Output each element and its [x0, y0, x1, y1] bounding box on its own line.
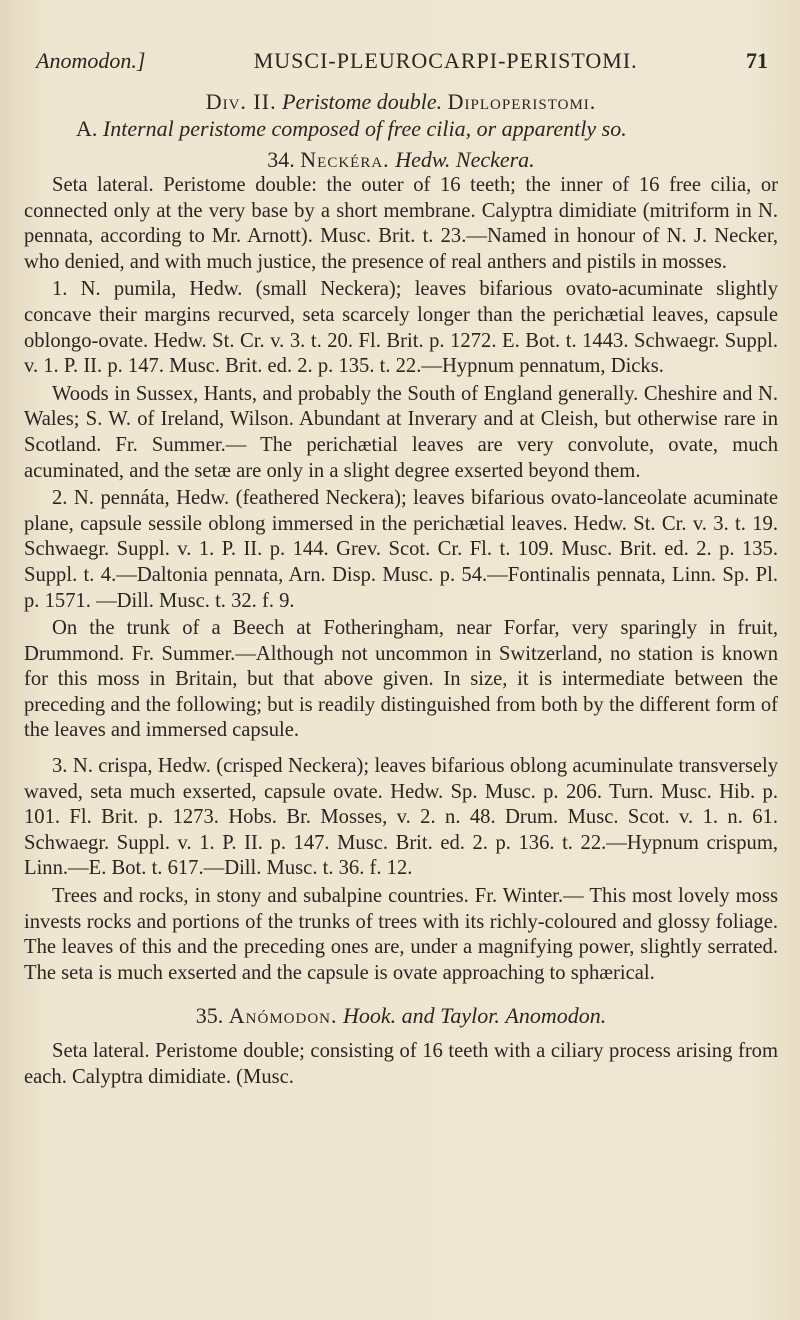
section-text: Internal peristome composed of free cilia, or apparently so.: [102, 116, 627, 141]
genus-35-common: Anomodon.: [505, 1003, 607, 1029]
page-number: 71: [746, 48, 768, 73]
species-2-habitat: On the trunk of a Beech at Fotheringham, near Forfar, very sparingly in fruit, Drummond. Fr. Summer.—Although not uncommon in Switzerland, no station is known for this moss in Britain, but that above given. In size, it is intermediate between the preceding and the following; but is readily distinguished from both by the different form of the leaves and immersed capsule.: [24, 617, 778, 742]
section-label: A.: [76, 116, 98, 141]
section-heading: [24, 115, 778, 142]
species-1-habitat: Woods in Sussex, Hants, and probably the South of England generally. Cheshire and N. Wales; S. W. of Ireland, Wilson. Abundant at Inverary and at Cleish, but otherwise rare in Scotland. Fr. Summer.— The perichætial leaves are very convolute, ovate, much acuminated, and the setæ are only in a slight degree exserted beyond them.: [24, 382, 778, 482]
species-2-description: 2. N. pennáta, Hedw. (feathered Neckera); leaves bifarious ovato-lanceolate acuminate plane, capsule sessile oblong immersed in the perichætial leaves. Hedw. St. Cr. v. 3. t. 19. Schwaegr. Suppl. v. 1. P. II. p. 144. Grev. Scot. Cr. Fl. t. 109. Musc. Brit. ed. 2. p. 135. Suppl. t. 4.—Daltonia pennata, Arn. Disp. Musc. p. 54.—Fontinalis pennata, Linn. Sp. Pl. p. 1571. —Dill. Musc. t. 32. f. 9.: [24, 487, 778, 612]
genus-34-heading: [24, 146, 778, 173]
division-latin: Diploperistomi.: [447, 89, 597, 114]
division-heading: [24, 88, 778, 115]
division-label: Div. II.: [205, 89, 277, 114]
species-1-description: 1. N. pumila, Hedw. (small Neckera); leaves bifarious ovato-acuminate slightly concave their margins recurved, seta scarcely longer than the perichætial leaves, capsule oblongo-ovate. Hedw. St. Cr. v. 3. t. 20. Fl. Brit. p. 1272. E. Bot. t. 1443. Schwaegr. Suppl. v. 1. P. II. p. 147. Musc. Brit. ed. 2. p. 135. t. 22.—Hypnum pennatum, Dicks.: [24, 278, 778, 378]
running-head-title: MUSCI-PLEUROCARPI-PERISTOMI.: [253, 48, 638, 73]
genus-34-description: Seta lateral. Peristome double: the outer of 16 teeth; the inner of 16 free cilia, or connected only at the very base by a short membrane. Calyptra dimidiate (mitriform in N. pennata, according to Mr. Arnott). Musc. Brit. t. 23.—Named in honour of N. J. Necker, who denied, and with much justice, the presence of real anthers and pistils in mosses.: [24, 174, 778, 273]
genus-35-number: 35.: [195, 1003, 224, 1029]
genus-35-description: Seta lateral. Peristome double; consisting of 16 teeth with a ciliary process arising from each. Calyptra dimidiate. (Musc.: [24, 1040, 778, 1088]
genus-34-name: Neckéra.: [300, 147, 390, 172]
species-3-habitat: Trees and rocks, in stony and subalpine countries. Fr. Winter.— This most lovely moss invests rocks and portions of the trunks of trees with its richly-coloured and glossy foliage. The leaves of this and the preceding ones are, under a magnifying power, slightly serrated. The seta is much exserted and the capsule is ovate approaching to sphærical.: [24, 885, 778, 984]
genus-35-authority: Hook. and Taylor.: [343, 1003, 500, 1029]
species-3-description: 3. N. crispa, Hedw. (crisped Neckera); leaves bifarious oblong acuminulate transversely waved, seta much exserted, capsule ovate. Hedw. Sp. Musc. p. 206. Turn. Musc. Hib. p. 101. Fl. Brit. p. 1273. Hobs. Br. Mosses, v. 2. n. 48. Drum. Musc. Scot. v. 1. n. 61. Schwaegr. Suppl. v. 1. P. II. p. 147. Musc. Brit. ed. 2. p. 136. t. 22.—Hypnum crispum, Linn.—E. Bot. t. 617.—Dill. Musc. t. 36. f. 12.: [24, 755, 778, 880]
running-head-genus: Anomodon.]: [36, 48, 146, 73]
genus-34-number: 34.: [267, 147, 295, 172]
genus-35-heading: [24, 1002, 778, 1029]
genus-34-authority: Hedw.: [395, 147, 451, 172]
running-head: [36, 48, 768, 74]
division-title: Peristome double.: [282, 89, 443, 114]
genus-35-name: Anómodon.: [228, 1003, 338, 1029]
genus-34-common: Neckera.: [455, 147, 535, 172]
